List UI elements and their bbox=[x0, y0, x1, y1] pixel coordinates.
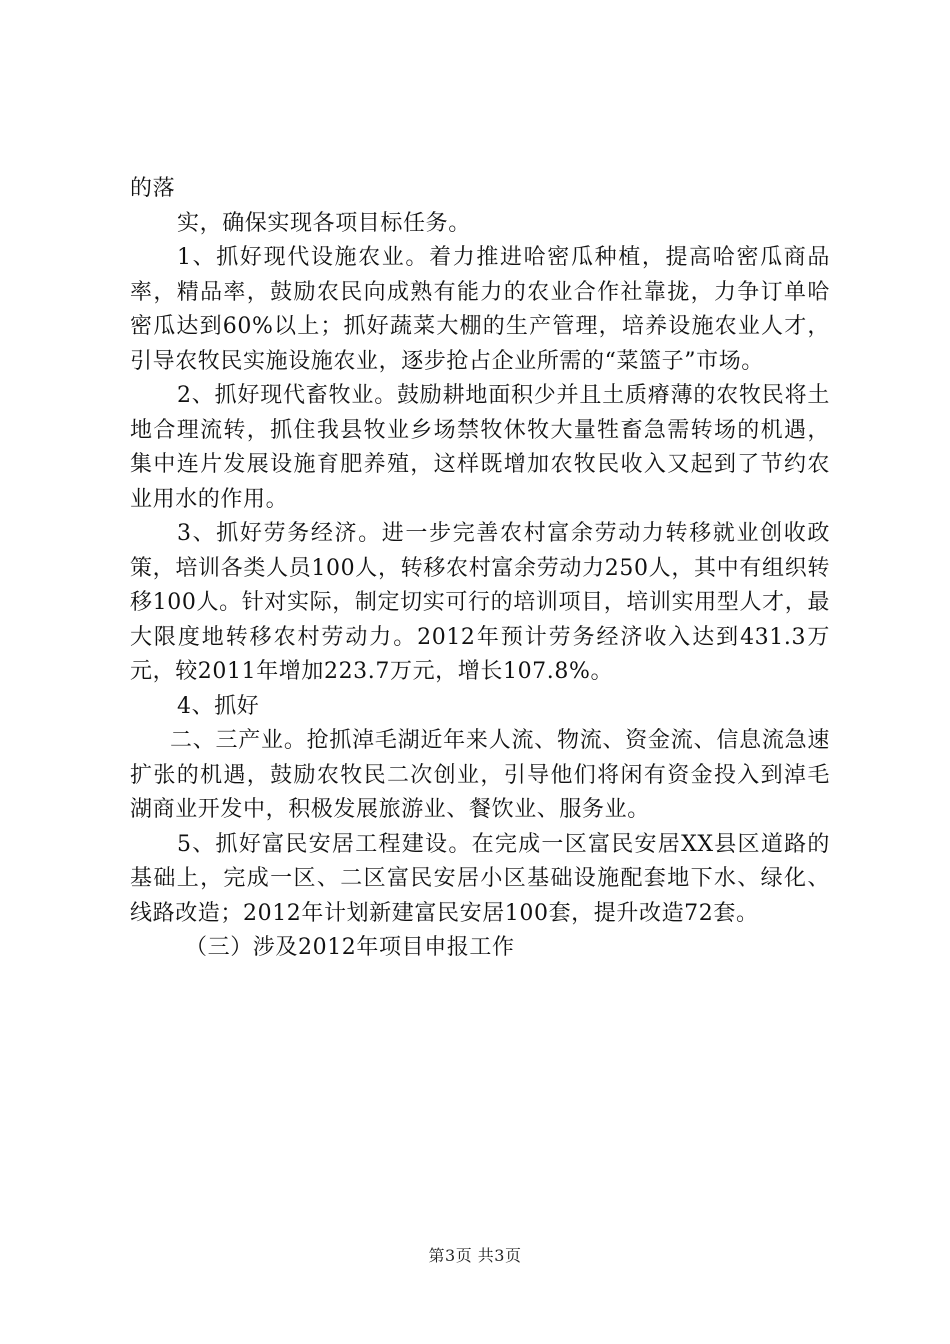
page-number-footer: 第3页 共3页 bbox=[428, 1246, 522, 1265]
paragraph-item-3: 3、抓好劳务经济。进一步完善农村富余劳动力转移就业创收政策，培训各类人员100人，转移农村富余劳动力250人，其中有组织转移100人。针对实际，制定切实可行的培训项目，培训实用型人才，最大限度地转移农村劳动力。2012年预计劳务经济收入达到431.3万元，较2011年增加223.7万元，增长107.8%。 bbox=[130, 521, 830, 684]
document-body bbox=[130, 172, 830, 966]
paragraph-item-2: 2、抓好现代畜牧业。鼓励耕地面积少并且土质瘠薄的农牧民将土地合理流转，抓住我县牧业乡场禁牧休牧大量牲畜急需转场的机遇，集中连片发展设施育肥养殖，这样既增加农牧民收入又起到了节约农业用水的作用。 bbox=[130, 383, 830, 512]
paragraph-item-4-heading: 4、抓好 bbox=[177, 693, 260, 719]
paragraph-fragment: 的落 bbox=[130, 176, 176, 201]
section-heading: （三）涉及2012年项目申报工作 bbox=[185, 935, 515, 960]
paragraph-item-5: 5、抓好富民安居工程建设。在完成一区富民安居XX县区道路的基础上，完成一区、二区富民安居小区基础设施配套地下水、绿化、线路改造；2012年计划新建富民安居100套，提升改造72套。 bbox=[130, 831, 830, 926]
paragraph-item-4: 二、三产业。抢抓淖毛湖近年来人流、物流、资金流、信息流急速扩张的机遇，鼓励农牧民二次创业，引导他们将闲有资金投入到淖毛湖商业开发中，积极发展旅游业、餐饮业、服务业。 bbox=[130, 728, 830, 822]
paragraph-item-1: 1、抓好现代设施农业。着力推进哈密瓜种植，提高哈密瓜商品率，精品率，鼓励农民向成熟有能力的农业合作社靠拢，力争订单哈密瓜达到60%以上；抓好蔬菜大棚的生产管理，培养设施农业人才，引导农牧民实施设施农业，逐步抢占企业所需的“菜篮子”市场。 bbox=[130, 245, 830, 374]
paragraph-intro: 实，确保实现各项目标任务。 bbox=[177, 210, 471, 236]
